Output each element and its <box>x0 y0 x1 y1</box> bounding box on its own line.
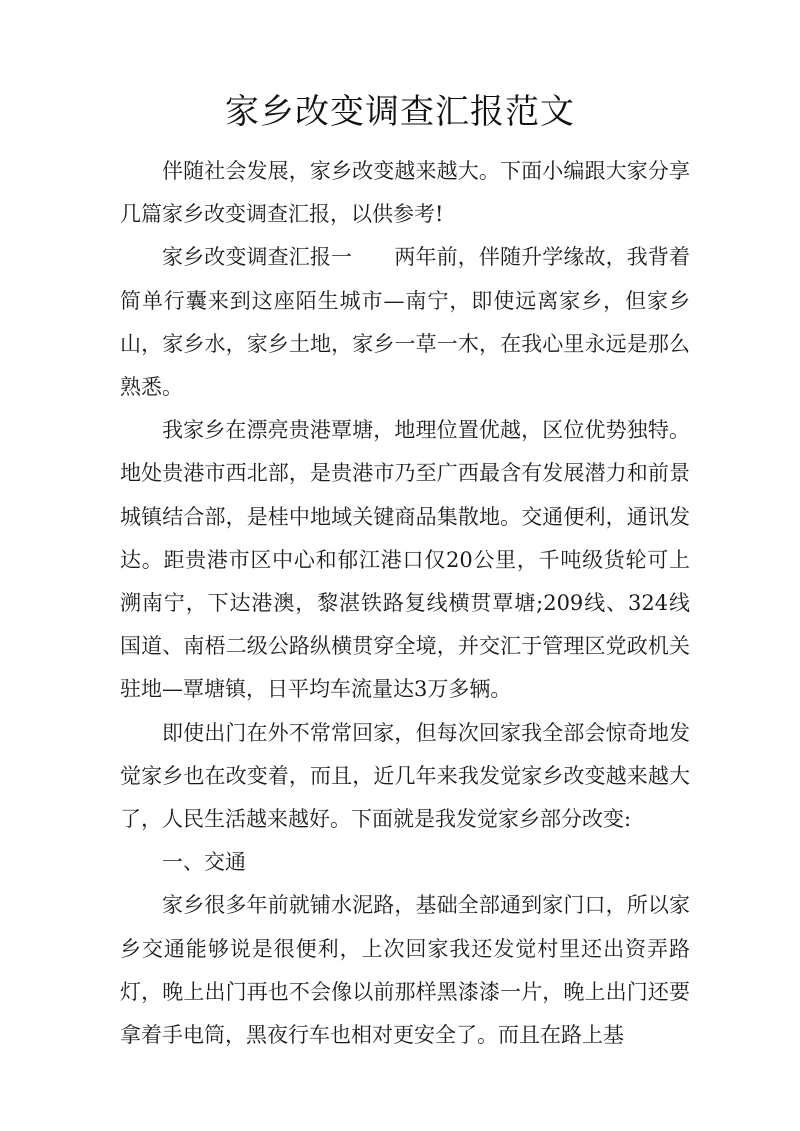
paragraph-intro: 伴随社会发展，家乡改变越来越大。下面小编跟大家分享几篇家乡改变调查汇报，以供参考! <box>120 159 690 227</box>
paragraph-transport: 家乡很多年前就铺水泥路，基础全部通到家门口，所以家乡交通能够说是很便利，上次回家我还发觉村里还出资弄路灯，晚上出门再也不会像以前那样黑漆漆一片，晚上出门还要拿着手电筒，黑夜行车也相对更安全了。而且在路上基 <box>120 893 690 1048</box>
paragraph-changes: 即使出门在外不常常回家，但每次回家我全部会惊奇地发觉家乡也在改变着，而且，近几年来我发觉家乡改变越来越大了，人民生活越来越好。下面就是我发觉家乡部分改变: <box>120 720 690 832</box>
section-heading-transport: 一、交通 <box>162 850 246 875</box>
document-title: 家乡改变调查汇报范文 <box>225 92 575 132</box>
paragraph-report-one: 家乡改变调查汇报一 两年前，伴随升学缘故，我背着简单行囊来到这座陌生城市—南宁，即使远离家乡，但家乡山，家乡水，家乡土地，家乡一草一木，在我心里永远是那么熟悉。 <box>120 245 690 400</box>
paragraph-hometown-location: 我家乡在漂亮贵港覃塘，地理位置优越，区位优势独特。地处贵港市西北部，是贵港市乃至广西最含有发展潜力和前景城镇结合部，是桂中地域关键商品集散地。交通便利，通讯发达。距贵港市区中心和郁江港口仅20公里，千吨级货轮可上溯南宁，下达港澳，黎湛铁路复线横贯覃塘;209线、324线国道、南梧二级公路纵横贯穿全境，并交汇于管理区党政机关驻地—覃塘镇，日平均车流量达3万多辆。 <box>120 418 690 702</box>
document-body <box>120 150 690 1057</box>
